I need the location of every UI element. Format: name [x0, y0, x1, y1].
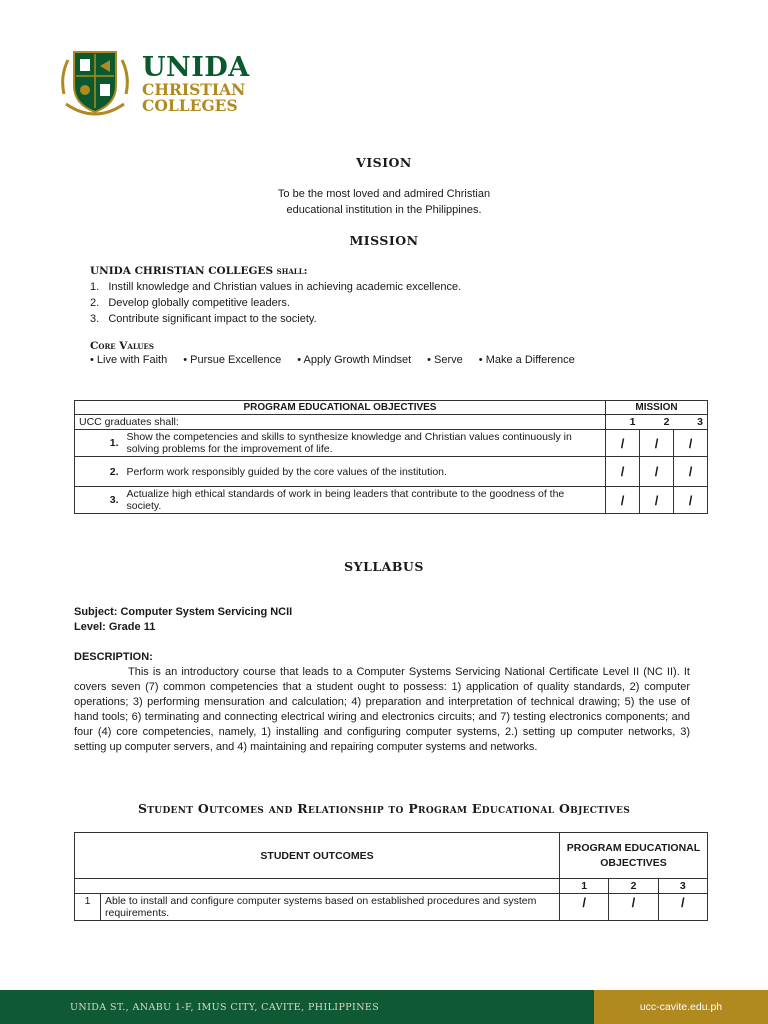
table-header-row [75, 401, 708, 415]
syllabus-title: SYLLABUS [344, 559, 424, 574]
core-value-item: • Make a Difference [478, 354, 575, 366]
table-row [75, 430, 708, 457]
row-text: Able to install and configure computer systems based on established procedures and system requirements. [101, 894, 560, 921]
vision-line-2: educational institution in the Philippines. [286, 204, 482, 216]
program-objectives-table [74, 400, 708, 514]
core-values-list [90, 354, 710, 366]
vision-text [0, 186, 768, 218]
table-row [75, 457, 708, 487]
student-outcomes-table [74, 832, 708, 921]
core-value-item: • Apply Growth Mindset [297, 354, 412, 366]
college-wordmark [142, 54, 250, 113]
level-line: Level: Grade 11 [74, 621, 156, 633]
table-row [75, 894, 708, 921]
description-text: This is an introductory course that leads to a Computer Systems Servicing National Certificate Level II (NC II). It covers seven (7) common competencies that a student ought to possess: 1) application of quality standards, 2) computer operations; 3) performing mensuration and calculation; 4) preparation and interpretation of technical drawing; 5) the use of hand tools; 6) terminating and connecting electrical wiring and electronics circuits; and 7) testing electronics components; and four (4) core competencies, namely, 1) installing and configuring computer systems, 2.) setting up computer networks, 3) setting up computer servers, and 4) maintaining and repairing computer systems and networks. [74, 666, 690, 753]
row-number: 2. [75, 457, 123, 487]
row-text: Show the competencies and skills to synthesize knowledge and Christian values continuously in solving problems for the improvement of life. [123, 430, 606, 457]
mission-header: MISSION [606, 401, 708, 415]
mission-mark: / [640, 457, 674, 487]
mission-intro: UNIDA CHRISTIAN COLLEGES shall: [90, 265, 308, 277]
description-label: DESCRIPTION: [74, 651, 153, 663]
peo-col-2: 2 [609, 879, 658, 894]
mission-item-1: 1. Instill knowledge and Christian values in achieving academic excellence. [90, 281, 462, 293]
row-number: 1. [75, 430, 123, 457]
core-values-title: Core Values [90, 340, 154, 352]
peo-header: PROGRAM EDUCATIONAL OBJECTIVES [560, 833, 708, 879]
table-subheader-row [75, 415, 708, 430]
mission-item-3: 3. Contribute significant impact to the society. [90, 313, 317, 325]
college-crest-icon [56, 46, 134, 122]
peo-mark: / [560, 894, 609, 921]
core-value-item: • Pursue Excellence [183, 354, 282, 366]
peo-col-3: 3 [658, 879, 707, 894]
mission-mark: / [640, 430, 674, 457]
student-outcomes-header: STUDENT OUTCOMES [75, 833, 560, 879]
mission-title: MISSION [349, 233, 419, 248]
peo-col-1: 1 [560, 879, 609, 894]
row-number: 3. [75, 487, 123, 514]
college-logo [56, 46, 276, 122]
subject-line: Subject: Computer System Servicing NCII [74, 606, 293, 618]
table-subheader-row [75, 879, 708, 894]
mission-col-3: 3 [674, 415, 708, 430]
syllabus-meta [74, 605, 690, 635]
peo-mark: / [609, 894, 658, 921]
peo-mark: / [658, 894, 707, 921]
vision-line-1: To be the most loved and admired Christian [277, 188, 491, 200]
page-footer [0, 990, 768, 1024]
row-text: Actualize high ethical standards of work in being leaders that contribute to the goodness of the society. [123, 487, 606, 514]
vision-title: VISION [356, 155, 412, 170]
core-value-item: • Live with Faith [90, 354, 168, 366]
empty-cell [75, 879, 560, 894]
brand-line-2: CHRISTIAN [142, 80, 246, 99]
outcomes-title: Student Outcomes and Relationship to Program Educational Objectives [137, 801, 631, 816]
footer-address: UNIDA ST., ANABU 1-F, IMUS CITY, CAVITE, PHILIPPINES [0, 990, 594, 1024]
mission-item-2: 2. Develop globally competitive leaders. [90, 297, 290, 309]
mission-mark: / [606, 457, 640, 487]
mission-mark: / [674, 430, 708, 457]
core-value-item: • Serve [427, 354, 463, 366]
footer-website: ucc-cavite.edu.ph [594, 990, 768, 1024]
table-header-row [75, 833, 708, 879]
mission-mark: / [606, 430, 640, 457]
row-number: 1 [75, 894, 101, 921]
brand-line-1: UNIDA [142, 52, 250, 83]
peo-header: PROGRAM EDUCATIONAL OBJECTIVES [75, 401, 606, 415]
mission-mark: / [606, 487, 640, 514]
peo-subheader: UCC graduates shall: [75, 415, 606, 430]
mission-col-1: 1 [606, 415, 640, 430]
mission-mark: / [674, 487, 708, 514]
mission-block [90, 263, 461, 327]
mission-mark: / [640, 487, 674, 514]
mission-mark: / [674, 457, 708, 487]
mission-col-2: 2 [663, 416, 670, 428]
brand-line-3: COLLEGES [142, 95, 238, 115]
table-row [75, 487, 708, 514]
row-text: Perform work responsibly guided by the core values of the institution. [123, 457, 606, 487]
